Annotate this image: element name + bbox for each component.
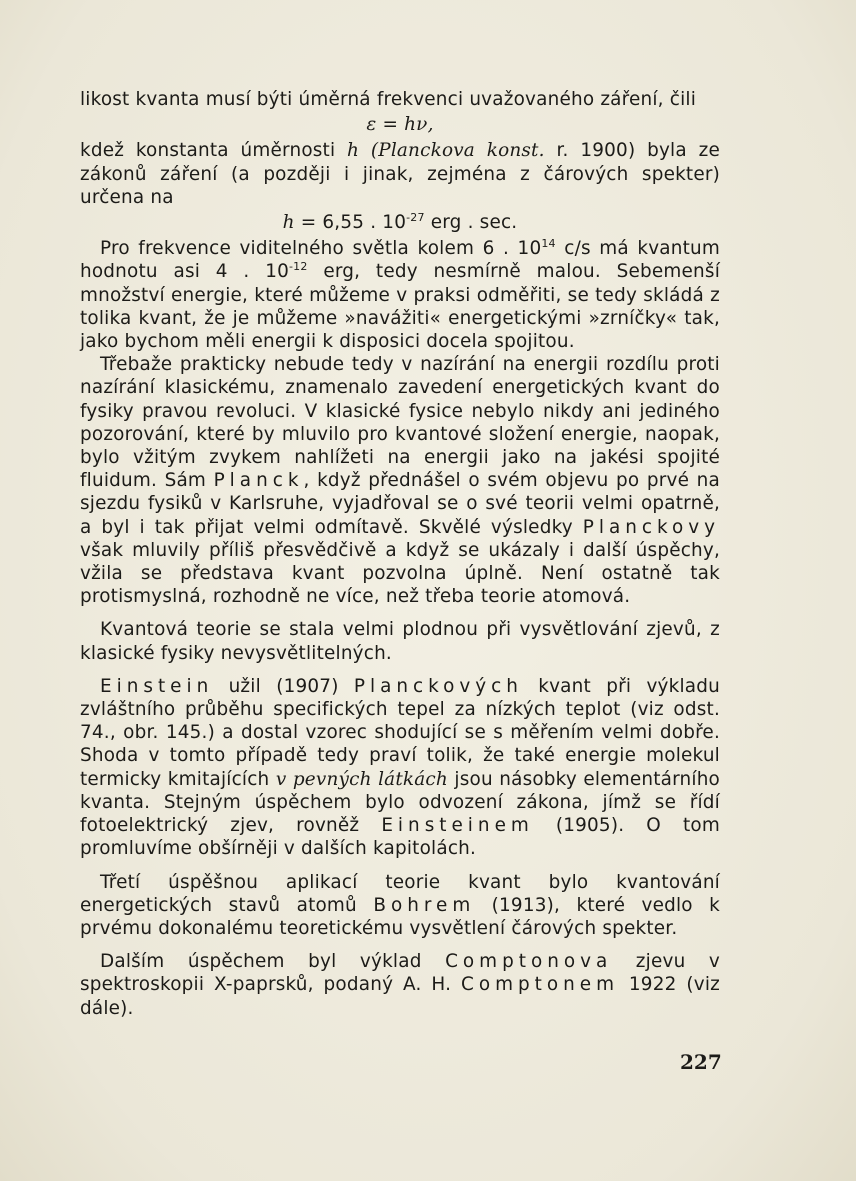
paragraph-3-text-a: Pro frekvence viditelného světla kolem 6 . 10 (100, 238, 542, 260)
planck-constant-label: h (Planckova konst. (347, 140, 545, 162)
paragraph-7-text-a: Třetí úspěšnou aplikací teorie kvant bylo kvantování energetických stavů atomů (80, 871, 720, 916)
paragraph-5-text: Kvantová teorie se stala velmi plodnou při vysvětlování zjevů, z klasické fysiky nevysvětlitelných. (80, 619, 720, 664)
paragraph-2 (80, 139, 720, 209)
paragraph-6 (80, 675, 720, 861)
paragraph-3-text-c: erg, tedy nesmírně malou. Sebemenší množství energie, které můžeme v praksi odměřiti, se tedy skládá z tolika kvant, že je můžeme »navážiti« energetickými »zrníčky« tak, jako bychom měli energii k disposici docela spojitou. (80, 261, 721, 353)
paragraph-3-exponent-1: 14 (541, 237, 556, 251)
paragraph-6-text-c: jsou násobky elementárního kvanta. Stejným úspěchem bylo odvození zákona, jímž se řídí fotoelektrický zjev, rovněž (80, 768, 720, 837)
paragraph-6-text-b: kvant při výkladu zvláštního průběhu specifických tepel za nízkých teplot (viz odst. 74., obr. 145.) a dostal vzorec shodující se s měřením velmi dobře. Shoda v tomto případě tedy praví tolik, že také energie molekul termicky kmitajících (80, 675, 720, 790)
paragraph-3-exponent-2: -12 (289, 260, 308, 274)
name-planck: Planck (213, 470, 304, 492)
paragraph-7-text-b: (1913), které vedlo k prvému dokonalému teoretickému vysvětlení čárových spekter. (80, 894, 721, 939)
equation-energy-quantum (80, 113, 720, 136)
page-body (80, 88, 720, 1020)
paragraph-5 (80, 618, 720, 664)
paragraph-4 (80, 353, 720, 608)
equation-2-number: 6,55 . 10 (322, 212, 407, 234)
equation-1-lhs: ε (366, 114, 377, 136)
name-bohrem: Bohrem (373, 894, 476, 916)
paragraph-6-text-d: (1905). O tom promluvíme obšírněji v dalších kapitolách. (80, 815, 720, 860)
equation-planck-value (80, 211, 720, 234)
equation-2-unit: erg . sec. (424, 212, 518, 234)
name-comptonem: Comptonem (461, 974, 620, 996)
paragraph-4-text-c: však mluvily příliš přesvědčivě a když se ukázaly i další úspěchy, vžila se představa kvant pozvolna úplně. Není ostatně tak protismyslná, rozhodně ne více, než třeba teorie atomová. (80, 539, 720, 608)
paragraph-7 (80, 871, 720, 941)
paragraph-2-text-a: kdež konstanta úměrnosti (80, 140, 348, 162)
paragraph-2-text-b: r. 1900) byla ze zákonů záření (a později i jinak, zejména z čárových spekter) určena na (80, 140, 720, 208)
equation-2-op: = (300, 212, 317, 234)
equation-1-op: = (382, 114, 399, 136)
name-planckovych: Planckových (353, 675, 523, 697)
paragraph-3-text-b: c/s má kvantum hodnotu asi 4 . 10 (80, 238, 720, 283)
paragraph-6-text-a: užil (1907) (213, 675, 354, 697)
name-einstein: Einstein (100, 675, 214, 697)
paragraph-8 (80, 950, 720, 1020)
name-planckovy: Planckovy (582, 516, 720, 538)
paragraph-8-text-a: Dalším úspěchem byl výklad (100, 951, 446, 973)
paragraph-1-text: likost kvanta musí býti úměrná frekvenci uvažovaného záření, čili (80, 89, 697, 110)
equation-1-rhs: hν, (404, 114, 434, 136)
equation-2-exponent: -27 (406, 211, 425, 225)
paragraph-4-text-b: , když přednášel o svém objevu po prvé na sjezdu fysiků v Karlsruhe, vyjadřoval se o své teorii velmi opatrně, a byl i tak přijat velmi odmítavě. Skvělé výsledky (80, 470, 721, 538)
name-comptonova: Comptonova (445, 951, 613, 973)
paragraph-8-text-b: zjevu v spektroskopii X-paprsků, podaný A. H. (80, 951, 721, 996)
paragraph-4-text-a: Třebaže prakticky nebude tedy v nazírání na energii rozdílu proti nazírání klasickému, znamenalo zavedení energetických kvant do fysiky pravou revoluci. V klasické fysice nebylo nikdy ani jediného pozorování, které by mluvilo pro kvantové složení energie, naopak, bylo vžitým zvykem nahlížeti na energii jako na jakési spojité fluidum. Sám (80, 354, 720, 492)
equation-2-lhs: h (282, 212, 295, 234)
paragraph-1 (80, 88, 720, 111)
name-einsteinem: Einsteinem (381, 815, 534, 837)
paragraph-8-text-c: 1922 (viz dále). (80, 974, 720, 1019)
paragraph-3 (80, 237, 720, 353)
italic-solids: v pevných látkách (275, 768, 448, 790)
page-number: 227 (680, 1050, 722, 1074)
